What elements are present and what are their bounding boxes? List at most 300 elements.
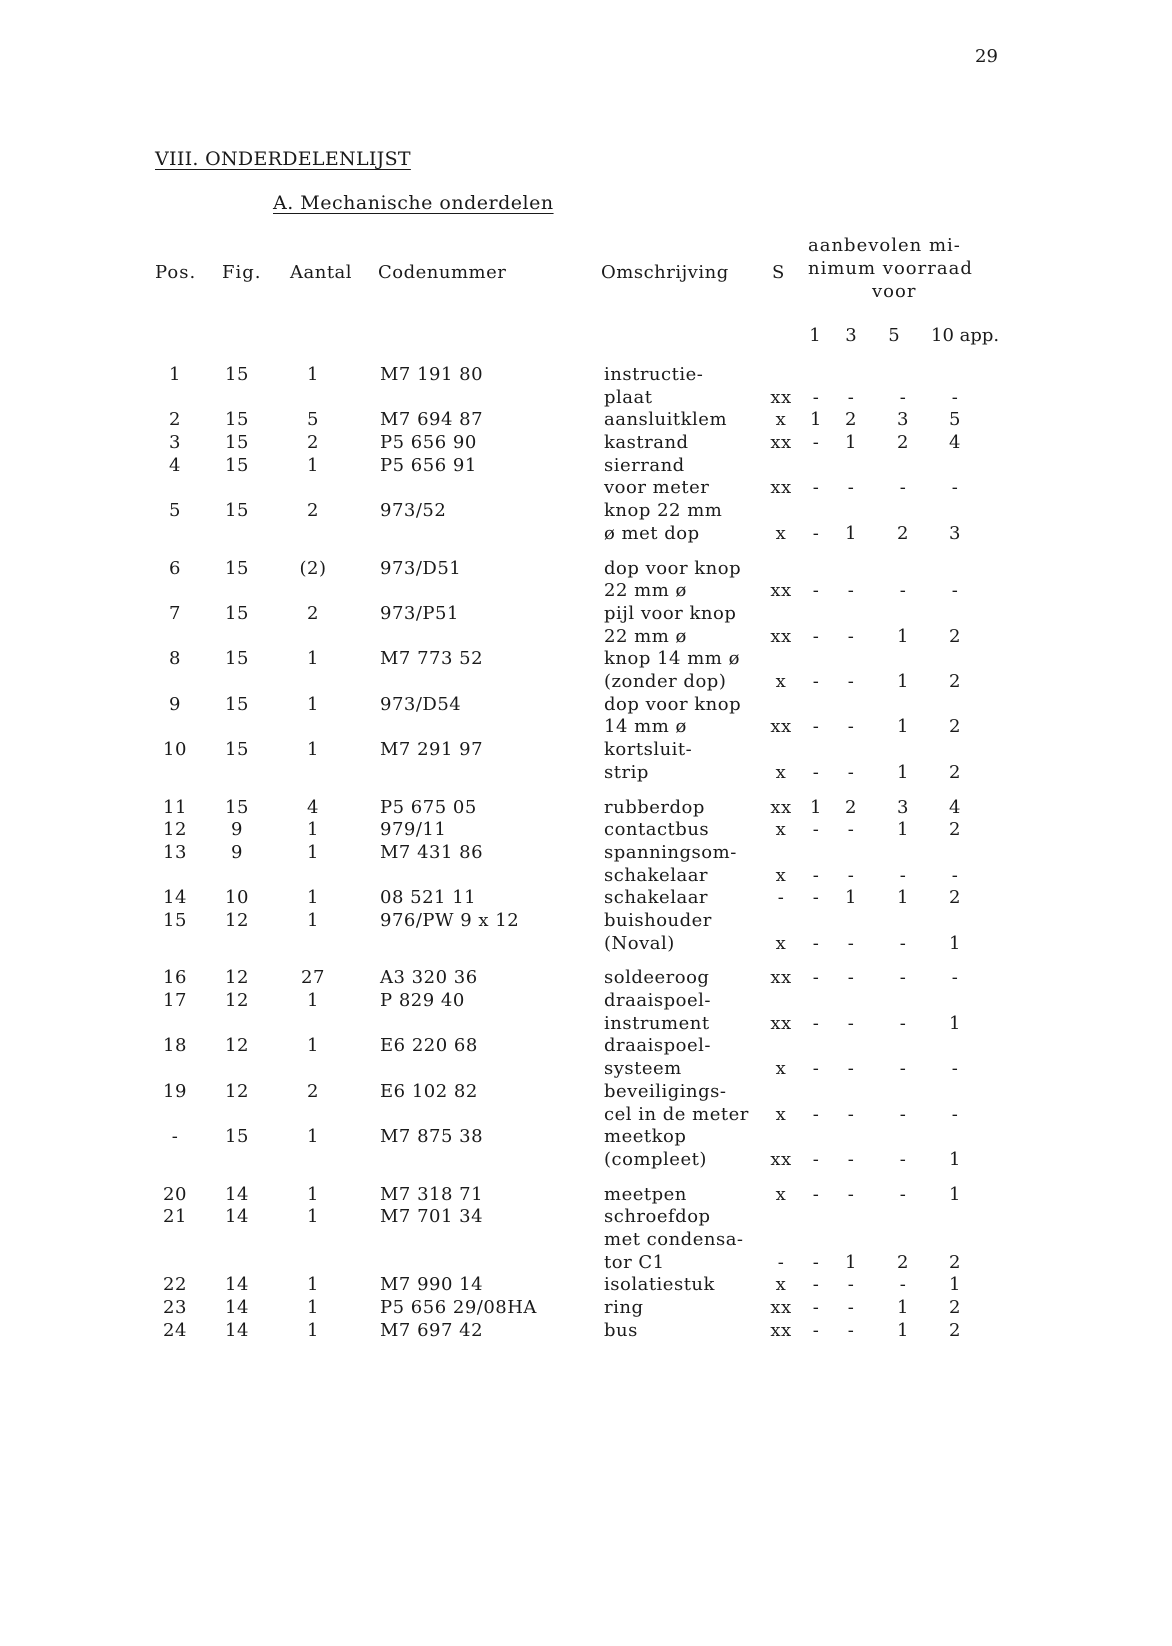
cell-fig: 15	[225, 454, 249, 476]
cell-qty: 3	[949, 522, 961, 544]
cell-pos: 7	[169, 602, 181, 624]
cell-aantal: 2	[307, 1080, 319, 1102]
cell-omschrijving: kortsluit-	[604, 739, 693, 761]
table-row	[0, 500, 1172, 545]
cell-qty: -	[847, 819, 855, 841]
table-row	[0, 1081, 1172, 1126]
cell-s: xx	[770, 796, 792, 818]
cell-pos: -	[171, 1126, 179, 1148]
cell-pos: 21	[163, 1206, 187, 1228]
cell-omschrijving: met condensa-	[604, 1228, 744, 1250]
cell-codenummer: P5 675 05	[380, 796, 477, 818]
cell-aantal: 1	[307, 1183, 319, 1205]
table-row	[0, 967, 1172, 990]
cell-qty: 1	[949, 1183, 961, 1205]
cell-pos: 11	[163, 796, 187, 818]
table-row	[0, 1274, 1172, 1297]
cell-qty: 1	[949, 1274, 961, 1296]
cell-fig: 15	[225, 557, 249, 579]
cell-s: -	[777, 1251, 785, 1273]
cell-codenummer: P5 656 29/08HA	[380, 1297, 537, 1319]
table-row	[0, 1206, 1172, 1274]
cell-pos: 16	[163, 967, 187, 989]
cell-fig: 14	[225, 1183, 249, 1205]
cell-qty: -	[951, 1058, 959, 1080]
cell-qty: -	[847, 386, 855, 408]
cell-qty: -	[812, 1103, 820, 1125]
cell-fig: 14	[225, 1206, 249, 1228]
cell-codenummer: A3 320 36	[380, 967, 478, 989]
cell-qty: -	[812, 386, 820, 408]
cell-qty: 2	[897, 522, 909, 544]
cell-qty: -	[899, 477, 907, 499]
cell-aantal: 1	[307, 1035, 319, 1057]
cell-omschrijving: (compleet)	[604, 1148, 707, 1170]
cell-s: x	[775, 671, 787, 693]
page-number: 29	[975, 46, 998, 67]
cell-qty: 2	[949, 1297, 961, 1319]
cell-fig: 15	[225, 432, 249, 454]
cell-qty: -	[812, 1274, 820, 1296]
header-qty-1: 1	[809, 325, 821, 346]
cell-pos: 4	[169, 454, 181, 476]
cell-fig: 9	[231, 819, 243, 841]
cell-qty: -	[812, 625, 820, 647]
cell-pos: 9	[169, 693, 181, 715]
table-row	[0, 1184, 1172, 1207]
cell-omschrijving: isolatiestuk	[604, 1274, 715, 1296]
cell-qty: -	[812, 522, 820, 544]
cell-codenummer: P5 656 90	[380, 432, 477, 454]
cell-qty: 5	[949, 409, 961, 431]
cell-omschrijving: schakelaar	[604, 887, 709, 909]
cell-codenummer: E6 102 82	[380, 1080, 478, 1102]
cell-qty: -	[951, 477, 959, 499]
cell-omschrijving: beveiligings-	[604, 1080, 727, 1102]
cell-s: xx	[770, 967, 792, 989]
cell-omschrijving: (zonder dop)	[604, 671, 727, 693]
cell-s: xx	[770, 716, 792, 738]
cell-qty: 1	[897, 1319, 909, 1341]
cell-qty: -	[812, 967, 820, 989]
cell-qty: -	[951, 1103, 959, 1125]
cell-s: xx	[770, 1012, 792, 1034]
table-row	[0, 603, 1172, 648]
cell-fig: 15	[225, 409, 249, 431]
header-aantal: Aantal	[290, 262, 353, 283]
cell-pos: 19	[163, 1080, 187, 1102]
cell-omschrijving: cel in de meter	[604, 1103, 749, 1125]
cell-omschrijving: instrument	[604, 1012, 710, 1034]
table-row	[0, 432, 1172, 455]
cell-codenummer: E6 220 68	[380, 1035, 478, 1057]
cell-qty: -	[812, 1297, 820, 1319]
cell-s: xx	[770, 625, 792, 647]
cell-qty: -	[847, 1058, 855, 1080]
cell-aantal: 1	[307, 1126, 319, 1148]
cell-qty: 3	[897, 409, 909, 431]
cell-qty: -	[951, 580, 959, 602]
cell-aantal: 1	[307, 648, 319, 670]
cell-s: x	[775, 761, 787, 783]
cell-qty: -	[899, 1103, 907, 1125]
cell-qty: 1	[897, 671, 909, 693]
header-qty-10: 10 app.	[931, 325, 1000, 346]
cell-fig: 15	[225, 739, 249, 761]
cell-pos: 3	[169, 432, 181, 454]
cell-s: xx	[770, 1148, 792, 1170]
cell-fig: 12	[225, 967, 249, 989]
cell-qty: -	[899, 386, 907, 408]
cell-codenummer: M7 990 14	[380, 1274, 484, 1296]
cell-qty: 2	[845, 409, 857, 431]
cell-s: xx	[770, 477, 792, 499]
cell-qty: 1	[845, 432, 857, 454]
table-row	[0, 1320, 1172, 1343]
cell-s: x	[775, 1103, 787, 1125]
cell-codenummer: P5 656 91	[380, 454, 477, 476]
cell-codenummer: 973/P51	[380, 602, 459, 624]
cell-qty: -	[899, 864, 907, 886]
cell-omschrijving: (Noval)	[604, 932, 675, 954]
cell-omschrijving: instructie-	[604, 364, 704, 385]
header-qty-5: 5	[888, 325, 900, 346]
cell-pos: 6	[169, 557, 181, 579]
cell-qty: -	[812, 761, 820, 783]
cell-qty: -	[812, 716, 820, 738]
cell-s: x	[775, 409, 787, 431]
cell-aantal: 1	[307, 841, 319, 863]
cell-pos: 18	[163, 1035, 187, 1057]
cell-pos: 10	[163, 739, 187, 761]
cell-aantal: 1	[307, 819, 319, 841]
cell-qty: 1	[897, 887, 909, 909]
cell-qty: -	[812, 1183, 820, 1205]
cell-pos: 5	[169, 500, 181, 522]
cell-fig: 12	[225, 1080, 249, 1102]
cell-aantal: 1	[307, 1297, 319, 1319]
cell-qty: 2	[949, 819, 961, 841]
cell-aantal: 1	[307, 990, 319, 1012]
table-row	[0, 409, 1172, 432]
cell-s: x	[775, 864, 787, 886]
cell-pos: 24	[163, 1319, 187, 1341]
cell-s: xx	[770, 1297, 792, 1319]
cell-codenummer: 976/PW 9 x 12	[380, 909, 520, 931]
cell-qty: -	[812, 819, 820, 841]
cell-qty: -	[847, 967, 855, 989]
cell-qty: 1	[810, 796, 822, 818]
header-aanbevolen-3: voor	[872, 281, 917, 302]
cell-s: x	[775, 1058, 787, 1080]
table-row	[0, 1126, 1172, 1171]
cell-fig: 12	[225, 990, 249, 1012]
table-row	[0, 648, 1172, 693]
cell-qty: -	[847, 671, 855, 693]
cell-aantal: 5	[307, 409, 319, 431]
cell-qty: 1	[897, 761, 909, 783]
cell-pos: 22	[163, 1274, 187, 1296]
cell-omschrijving: knop 14 mm ø	[604, 648, 740, 670]
cell-qty: 1	[949, 1148, 961, 1170]
cell-qty: -	[847, 1274, 855, 1296]
cell-codenummer: P 829 40	[380, 990, 465, 1012]
cell-omschrijving: voor meter	[604, 477, 710, 499]
cell-omschrijving: tor C1	[604, 1251, 665, 1273]
cell-qty: 1	[897, 1297, 909, 1319]
cell-qty: 1	[897, 819, 909, 841]
cell-fig: 15	[225, 1126, 249, 1148]
cell-fig: 15	[225, 693, 249, 715]
cell-pos: 23	[163, 1297, 187, 1319]
cell-omschrijving: dop voor knop	[604, 557, 742, 579]
cell-qty: -	[847, 1012, 855, 1034]
cell-aantal: 1	[307, 1319, 319, 1341]
table-row	[0, 739, 1172, 784]
cell-fig: 14	[225, 1274, 249, 1296]
section-title: VIII. ONDERDELENLIJST	[155, 148, 411, 170]
cell-codenummer: M7 697 42	[380, 1319, 484, 1341]
cell-qty: -	[812, 1058, 820, 1080]
header-aanbevolen-2: nimum voorraad	[808, 258, 973, 279]
cell-qty: 1	[810, 409, 822, 431]
cell-qty: 2	[897, 432, 909, 454]
cell-omschrijving: soldeeroog	[604, 967, 710, 989]
cell-qty: -	[812, 864, 820, 886]
cell-fig: 15	[225, 648, 249, 670]
cell-omschrijving: sierrand	[604, 454, 685, 476]
cell-s: -	[777, 887, 785, 909]
cell-omschrijving: spanningsom-	[604, 841, 737, 863]
cell-codenummer: M7 318 71	[380, 1183, 484, 1205]
cell-qty: -	[951, 386, 959, 408]
cell-qty: -	[899, 1012, 907, 1034]
table-row	[0, 455, 1172, 500]
cell-qty: 1	[845, 887, 857, 909]
cell-qty: -	[899, 1183, 907, 1205]
cell-codenummer: 973/D54	[380, 693, 462, 715]
cell-codenummer: M7 875 38	[380, 1126, 484, 1148]
cell-qty: 2	[845, 796, 857, 818]
cell-codenummer: M7 431 86	[380, 841, 484, 863]
cell-codenummer: M7 291 97	[380, 739, 484, 761]
cell-qty: -	[899, 580, 907, 602]
cell-qty: 2	[949, 887, 961, 909]
cell-qty: 2	[949, 671, 961, 693]
cell-qty: -	[847, 580, 855, 602]
cell-aantal: (2)	[299, 557, 327, 579]
cell-s: xx	[770, 432, 792, 454]
cell-qty: -	[847, 932, 855, 954]
cell-omschrijving: ring	[604, 1297, 644, 1319]
cell-aantal: 1	[307, 693, 319, 715]
cell-qty: -	[847, 864, 855, 886]
cell-omschrijving: aansluitklem	[604, 409, 728, 431]
cell-pos: 13	[163, 841, 187, 863]
cell-codenummer: 973/D51	[380, 557, 462, 579]
cell-qty: 1	[897, 625, 909, 647]
table-row	[0, 558, 1172, 603]
header-omschrijving: Omschrijving	[601, 262, 729, 283]
cell-aantal: 2	[307, 500, 319, 522]
cell-qty: -	[812, 887, 820, 909]
cell-aantal: 1	[307, 364, 319, 385]
cell-omschrijving: dop voor knop	[604, 693, 742, 715]
cell-pos: 17	[163, 990, 187, 1012]
cell-omschrijving: draaispoel-	[604, 1035, 711, 1057]
cell-fig: 15	[225, 796, 249, 818]
header-codenummer: Codenummer	[378, 262, 507, 283]
cell-fig: 12	[225, 1035, 249, 1057]
cell-omschrijving: bus	[604, 1319, 638, 1341]
cell-fig: 15	[225, 364, 249, 385]
cell-qty: -	[847, 1319, 855, 1341]
cell-fig: 15	[225, 500, 249, 522]
table-row	[0, 819, 1172, 842]
cell-s: x	[775, 1183, 787, 1205]
cell-qty: -	[812, 432, 820, 454]
cell-qty: 2	[949, 761, 961, 783]
cell-qty: -	[847, 716, 855, 738]
cell-aantal: 1	[307, 739, 319, 761]
cell-qty: -	[899, 1058, 907, 1080]
cell-s: xx	[770, 580, 792, 602]
cell-qty: -	[812, 580, 820, 602]
cell-aantal: 1	[307, 454, 319, 476]
cell-fig: 15	[225, 602, 249, 624]
cell-omschrijving: meetkop	[604, 1126, 687, 1148]
cell-qty: -	[847, 1183, 855, 1205]
table-row	[0, 364, 1172, 409]
cell-qty: -	[847, 1103, 855, 1125]
cell-omschrijving: 22 mm ø	[604, 580, 687, 602]
header-fig: Fig.	[222, 262, 262, 283]
cell-qty: 4	[949, 432, 961, 454]
cell-omschrijving: contactbus	[604, 819, 710, 841]
cell-qty: -	[812, 671, 820, 693]
cell-omschrijving: meetpen	[604, 1183, 687, 1205]
table-row	[0, 797, 1172, 820]
cell-omschrijving: systeem	[604, 1058, 682, 1080]
table-row	[0, 1035, 1172, 1080]
cell-omschrijving: strip	[604, 761, 649, 783]
cell-aantal: 27	[301, 967, 325, 989]
cell-codenummer: M7 773 52	[380, 648, 484, 670]
cell-qty: -	[812, 1319, 820, 1341]
table-row	[0, 842, 1172, 887]
cell-s: x	[775, 1274, 787, 1296]
cell-pos: 14	[163, 887, 187, 909]
cell-codenummer: M7 694 87	[380, 409, 484, 431]
cell-omschrijving: plaat	[604, 386, 653, 408]
cell-omschrijving: schakelaar	[604, 864, 709, 886]
cell-omschrijving: ø met dop	[604, 522, 700, 544]
cell-omschrijving: pijl voor knop	[604, 602, 737, 624]
cell-qty: 1	[845, 1251, 857, 1273]
cell-qty: 4	[949, 796, 961, 818]
cell-aantal: 1	[307, 1206, 319, 1228]
cell-qty: 2	[949, 1251, 961, 1273]
cell-codenummer: 973/52	[380, 500, 447, 522]
cell-qty: 2	[897, 1251, 909, 1273]
header-aanbevolen-1: aanbevolen mi-	[808, 235, 961, 256]
cell-omschrijving: kastrand	[604, 432, 689, 454]
cell-omschrijving: draaispoel-	[604, 990, 711, 1012]
header-qty-3: 3	[845, 325, 857, 346]
table-row	[0, 694, 1172, 739]
cell-aantal: 1	[307, 909, 319, 931]
cell-omschrijving: rubberdop	[604, 796, 705, 818]
cell-aantal: 1	[307, 887, 319, 909]
cell-codenummer: M7 701 34	[380, 1206, 484, 1228]
cell-qty: -	[899, 1148, 907, 1170]
cell-qty: -	[847, 477, 855, 499]
cell-codenummer: M7 191 80	[380, 364, 484, 385]
cell-fig: 14	[225, 1319, 249, 1341]
cell-s: xx	[770, 386, 792, 408]
cell-pos: 1	[169, 364, 181, 385]
cell-s: xx	[770, 1319, 792, 1341]
cell-qty: -	[812, 1251, 820, 1273]
cell-qty: -	[847, 1297, 855, 1319]
cell-fig: 14	[225, 1297, 249, 1319]
cell-qty: -	[951, 864, 959, 886]
table-row	[0, 887, 1172, 910]
parts-table	[0, 364, 1172, 1342]
cell-qty: 1	[897, 716, 909, 738]
cell-fig: 10	[225, 887, 249, 909]
cell-omschrijving: buishouder	[604, 909, 712, 931]
cell-omschrijving: 22 mm ø	[604, 625, 687, 647]
cell-codenummer: 08 521 11	[380, 887, 477, 909]
cell-fig: 9	[231, 841, 243, 863]
cell-qty: -	[899, 967, 907, 989]
cell-qty: 3	[897, 796, 909, 818]
cell-qty: -	[951, 967, 959, 989]
cell-aantal: 4	[307, 796, 319, 818]
cell-qty: 1	[949, 1012, 961, 1034]
cell-aantal: 2	[307, 432, 319, 454]
cell-qty: -	[847, 1148, 855, 1170]
cell-qty: -	[812, 932, 820, 954]
table-row	[0, 990, 1172, 1035]
cell-qty: 2	[949, 716, 961, 738]
cell-qty: -	[847, 761, 855, 783]
table-row	[0, 910, 1172, 955]
cell-aantal: 1	[307, 1274, 319, 1296]
cell-fig: 12	[225, 909, 249, 931]
cell-omschrijving: 14 mm ø	[604, 716, 687, 738]
cell-qty: -	[899, 932, 907, 954]
cell-s: x	[775, 932, 787, 954]
cell-pos: 15	[163, 909, 187, 931]
cell-s: x	[775, 819, 787, 841]
cell-pos: 2	[169, 409, 181, 431]
header-pos: Pos.	[155, 262, 197, 283]
cell-pos: 12	[163, 819, 187, 841]
cell-qty: 1	[949, 932, 961, 954]
cell-qty: -	[899, 1274, 907, 1296]
table-row	[0, 1297, 1172, 1320]
cell-qty: 2	[949, 625, 961, 647]
cell-qty: 1	[845, 522, 857, 544]
cell-qty: -	[812, 1012, 820, 1034]
cell-omschrijving: knop 22 mm	[604, 500, 723, 522]
cell-pos: 20	[163, 1183, 187, 1205]
cell-omschrijving: schroefdop	[604, 1206, 711, 1228]
cell-qty: -	[812, 477, 820, 499]
cell-codenummer: 979/11	[380, 819, 447, 841]
